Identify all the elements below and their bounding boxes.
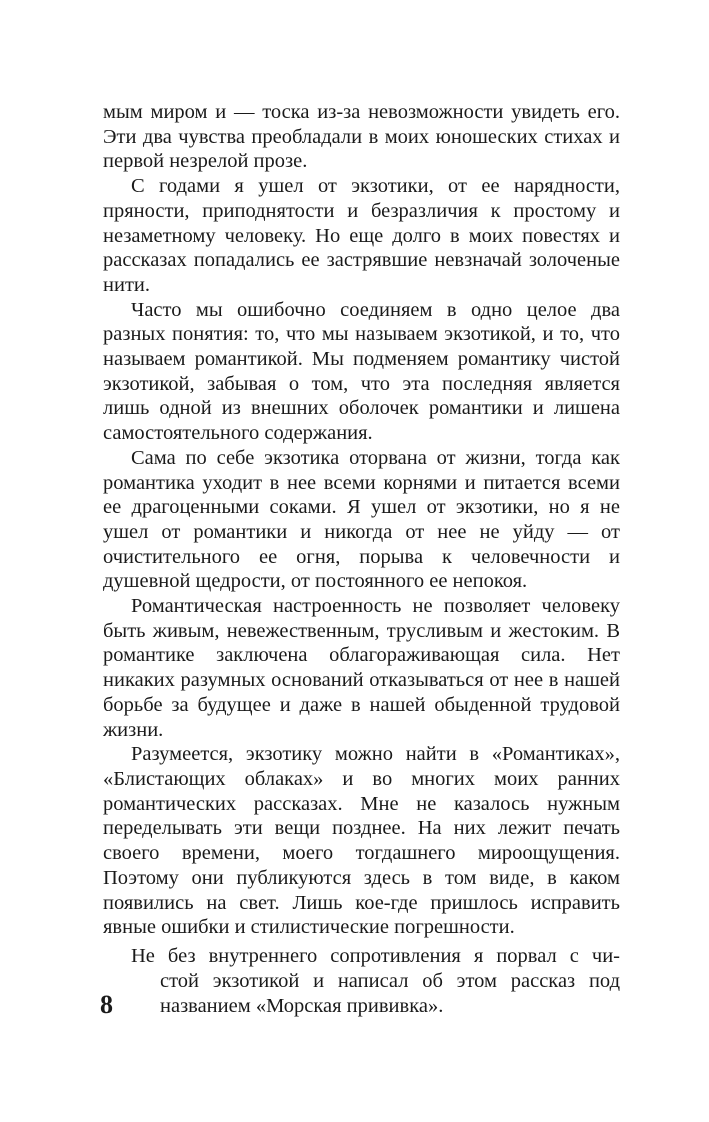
body-text [103, 100, 620, 940]
paragraph: С годами я ушел от экзотики, от ее нарядности, пряности, приподнятости и безразличия к простому и незаметному человеку. Но еще долго в моих повестях и рассказах попадались ее застрявшие невзначай золоченые нити. [103, 175, 620, 296]
page-number: 8 [100, 990, 113, 1019]
paragraph: Романтическая настроенность не позволяет человеку быть живым, невежественным, трусливым и жестоким. В романтике заключена облагораживающая сила. Нет никаких разумных оснований отказываться от нее в нашей борьбе за будущее и даже в нашей обыденной трудовой жизни. [103, 595, 620, 741]
paragraph-last-continuation: стой экзотикой и написал об этом рассказ под названием «Морская прививка». [160, 970, 620, 1017]
paragraph: Часто мы ошибочно соединяем в одно целое два разных понятия: то, что мы называем экзотикой, и то, что называем романтикой. Мы подменяем романтику чистой экзотикой, забывая о том, что эта последняя является лишь одной из внешних оболочек романтики и лишена самостоятельного содержания. [103, 298, 620, 445]
paragraph: Сама по себе экзотика оторвана от жизни, тогда как романтика уходит в нее всеми корнями и питается всеми ее драгоценными соками. Я ушел от экзотики, но я не ушел от романтики и никогда от нее не уйду — от очистительного ее огня, порыва к человечности и душевной щедрости, от постоянного ее непокоя. [103, 446, 620, 593]
paragraph: Разумеется, экзотику можно найти в «Романтиках», «Блистающих облаках» и во многих моих ранних романтических рассказах. Мне не казалось нужным переделывать эти вещи позднее. На них лежит печать своего времени, моего тогдашнего мироощущения. Поэтому они публикуются здесь в том виде, в каком появились на свет. Лишь кое-где пришлось исправить явные ошибки и стилистические погрешности. [103, 743, 620, 939]
paragraph: мым миром и — тоска из-за невозможности увидеть его. Эти два чувства преобладали в моих юношеских стихах и первой незрелой прозе. [103, 101, 620, 173]
paragraph-last-first-line: Не без внутреннего сопротивления я порвал с чи- [131, 945, 620, 967]
